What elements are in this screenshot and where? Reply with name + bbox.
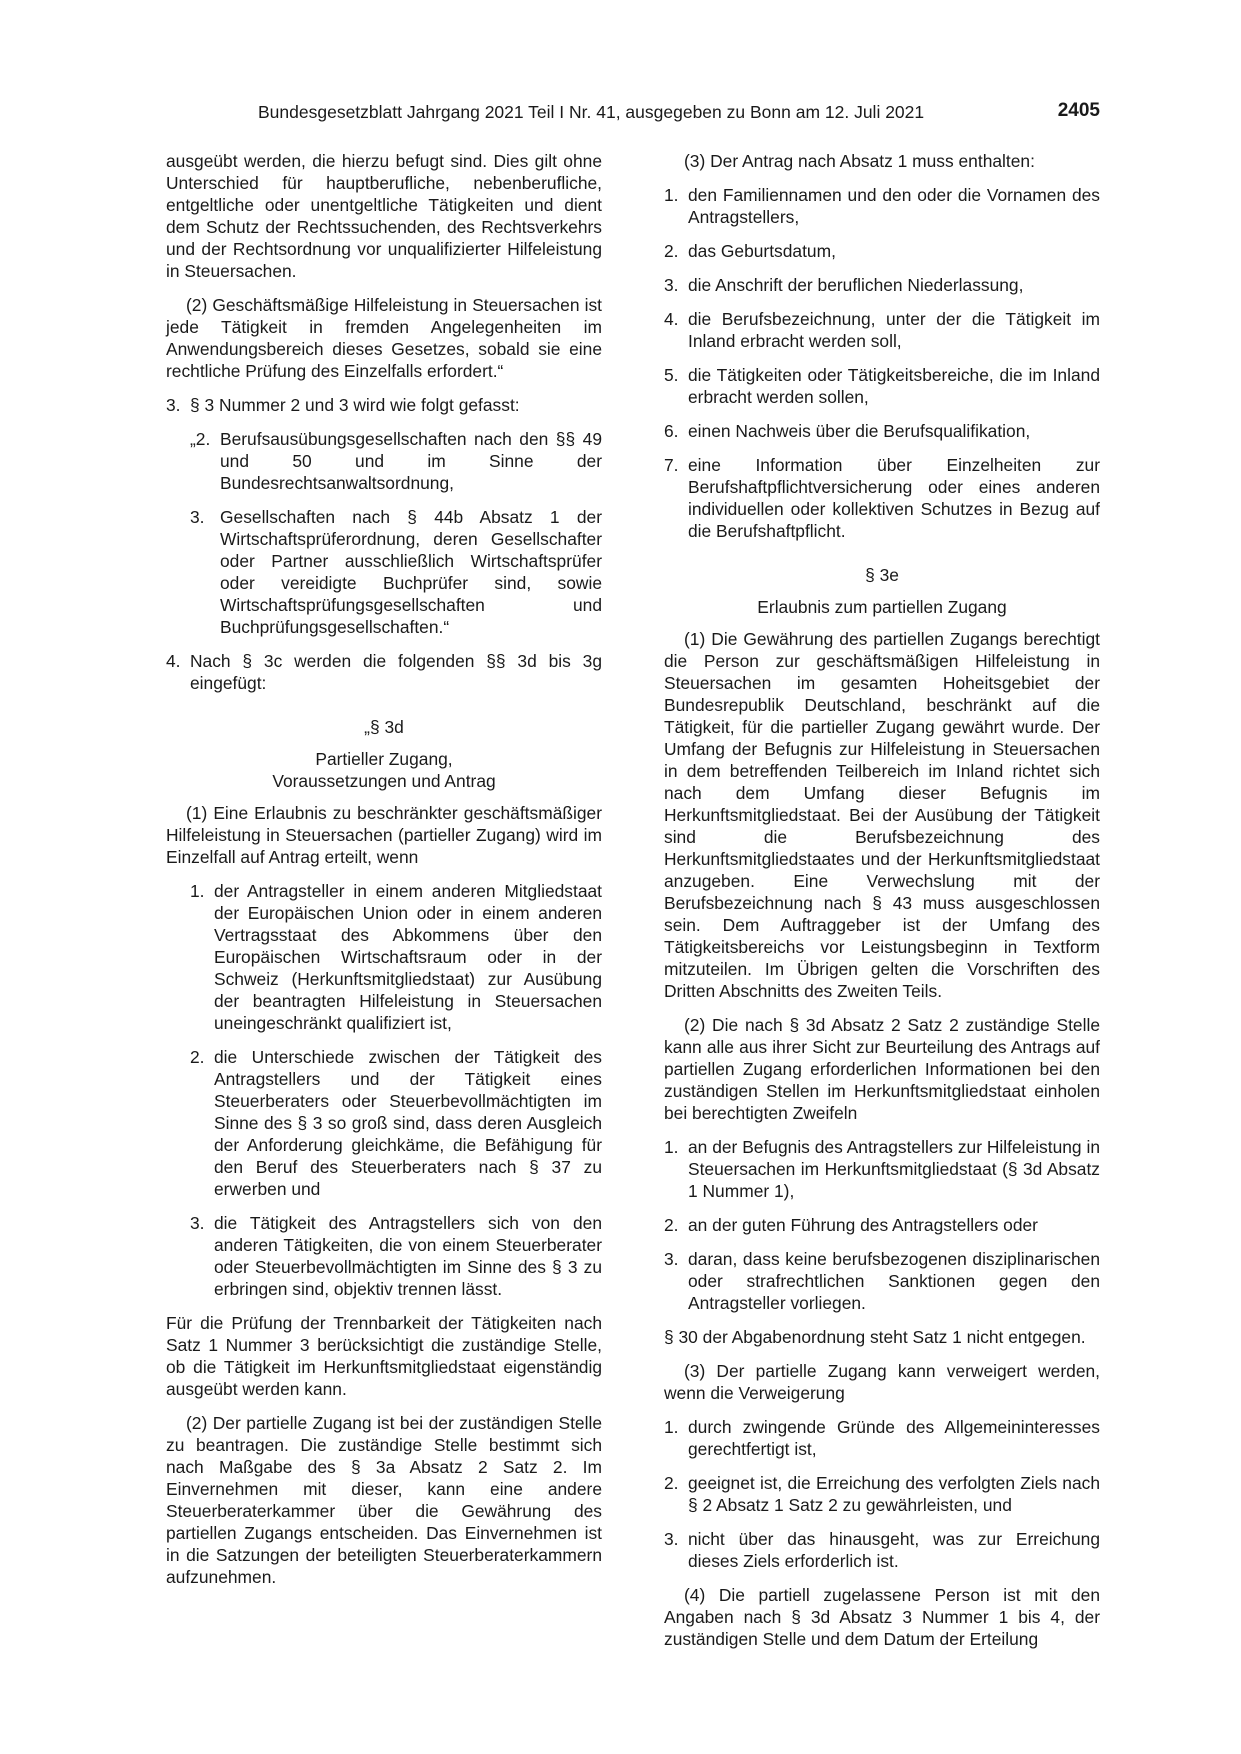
item-text: Nach § 3c werden die folgenden §§ 3d bis 3g eingefügt: (190, 651, 602, 693)
section-title-line: Partieller Zugang, (315, 749, 453, 769)
item-number: 3. (190, 507, 205, 527)
paragraph: (1) Die Gewährung des partiellen Zugangs berechtigt die Person zur geschäftsmäßigen Hilfeleistung in Steuersachen im gesamten Hoheitsgebiet der Bundesrepublik Deutschland, beschränkt auf die Tätigkeit, für die partieller Zugang gewährt wurde. Der Umfang der Befugnis zur Hilfeleistung in Steuersachen in dem betreffenden Teilbereich im Inland richtet sich nach dem Umfang dieser Befugnis im Herkunftsmitgliedstaat. Bei der Ausübung der Tätigkeit sind die Berufsbezeichnung des Herkunftsmitgliedstaates und der Herkunftsmitgliedstaat anzugeben. Eine Verwechslung mit der Berufsbezeichnung nach § 43 muss ausgeschlossen sein. Dem Auftraggeber ist der Umfang des Tätigkeitsbereichs vor Leistungsbeginn in Textform mitzuteilen. Im Übrigen gelten die Vorschriften des Dritten Abschnitts des Zweiten Teils. (664, 629, 1100, 1001)
item-number: 1. (664, 1137, 679, 1157)
item-text: eine Information über Einzelheiten zur Berufshaftpflichtversicherung oder eines anderen individuellen oder kollektiven Schutzes in Bezug auf die Berufshaftpflicht. (688, 455, 1100, 541)
item-number: 1. (190, 881, 205, 901)
item-number: 3. (166, 395, 181, 415)
list-item (166, 394, 602, 416)
item-number: 3. (664, 275, 679, 295)
list-item (664, 274, 1100, 296)
item-text: nicht über das hinausgeht, was zur Erreichung dieses Ziels erforderlich ist. (688, 1529, 1100, 1571)
item-text: einen Nachweis über die Berufsqualifikation, (688, 421, 1031, 441)
item-number: 2. (664, 1473, 679, 1493)
section-title-line: Voraussetzungen und Antrag (272, 771, 496, 791)
item-text: die Berufsbezeichnung, unter der die Tätigkeit im Inland erbracht werden soll, (688, 309, 1100, 351)
right-column (664, 150, 1100, 1662)
list-item (664, 1214, 1100, 1236)
item-text: den Familiennamen und den oder die Vornamen des Antragstellers, (688, 185, 1100, 227)
section-title (166, 748, 602, 792)
paragraph: (3) Der Antrag nach Absatz 1 muss enthalten: (684, 151, 1035, 171)
list-item (664, 1528, 1100, 1572)
item-number: 3. (664, 1529, 679, 1549)
item-text: die Tätigkeiten oder Tätigkeitsbereiche, die im Inland erbracht werden sollen, (688, 365, 1100, 407)
list-item (190, 428, 602, 494)
list-item (664, 240, 1100, 262)
item-text: daran, dass keine berufsbezogenen disziplinarischen oder strafrechtlichen Sanktionen gegen den Antragsteller vorliegen. (688, 1249, 1100, 1313)
item-text: Berufsausübungsgesellschaften nach den §§ 49 und 50 und im Sinne der Bundesrechtsanwaltsordnung, (220, 429, 602, 493)
item-number: 3. (190, 1213, 205, 1233)
list-item (664, 184, 1100, 228)
paragraph: (2) Der partielle Zugang ist bei der zuständigen Stelle zu beantragen. Die zuständige Stelle bestimmt sich nach Maßgabe des § 3a Absatz 2 Satz 2. Im Einvernehmen mit dieser, kann eine andere Steuerberaterkammer über die Gewährung des partiellen Zugangs entscheiden. Das Einvernehmen ist in die Satzungen der beteiligten Steuerberaterkammern aufzunehmen. (166, 1413, 602, 1587)
list-item (664, 1416, 1100, 1460)
list-item (664, 364, 1100, 408)
item-text: durch zwingende Gründe des Allgemeininteresses gerechtfertigt ist, (688, 1417, 1100, 1459)
paragraph: (4) Die partiell zugelassene Person ist mit den Angaben nach § 3d Absatz 3 Nummer 1 bis 4, der zuständigen Stelle und dem Datum der Erteilung (664, 1585, 1100, 1649)
page-number: 2405 (1057, 100, 1100, 121)
section-title: Erlaubnis zum partiellen Zugang (757, 597, 1007, 617)
paragraph: Für die Prüfung der Trennbarkeit der Tätigkeiten nach Satz 1 Nummer 3 berücksichtigt die zuständige Stelle, ob die Tätigkeit im Herkunftsmitgliedstaat eigenständig ausgeübt werden kann. (166, 1313, 602, 1399)
item-number: 1. (664, 1417, 679, 1437)
list-item (664, 1248, 1100, 1314)
left-column (166, 150, 602, 1600)
item-number: 3. (664, 1249, 679, 1269)
paragraph: (2) Die nach § 3d Absatz 2 Satz 2 zuständige Stelle kann alle aus ihrer Sicht zur Beurteilung des Antrags auf partiellen Zugang erforderlichen Informationen bei den zuständigen Stellen im Herkunftsmitgliedstaat einholen bei berechtigten Zweifeln (664, 1015, 1100, 1123)
item-text: Gesellschaften nach § 44b Absatz 1 der Wirtschaftsprüferordnung, deren Gesellschafter oder Partner ausschließlich Wirtschaftsprüfer oder vereidigte Buchprüfer sind, sowie Wirtschaftsprüfungsgesellschaften und Buchprüfungsgesellschaften.“ (220, 507, 602, 637)
list-item (190, 1212, 602, 1300)
item-text: an der guten Führung des Antragstellers oder (688, 1215, 1038, 1235)
section-heading: „§ 3d (364, 717, 404, 737)
item-text: § 3 Nummer 2 und 3 wird wie folgt gefasst: (190, 395, 520, 415)
item-number: 2. (664, 241, 679, 261)
section-heading: § 3e (865, 565, 899, 585)
list-item (664, 1136, 1100, 1202)
item-number: 5. (664, 365, 679, 385)
item-number: 7. (664, 455, 679, 475)
paragraph: § 30 der Abgabenordnung steht Satz 1 nicht entgegen. (664, 1327, 1086, 1347)
item-number: 6. (664, 421, 679, 441)
item-number: 4. (664, 309, 679, 329)
item-number: „2. (190, 429, 211, 449)
paragraph: (1) Eine Erlaubnis zu beschränkter geschäftsmäßiger Hilfeleistung in Steuersachen (partieller Zugang) wird im Einzelfall auf Antrag erteilt, wenn (166, 803, 602, 867)
running-title: Bundesgesetzblatt Jahrgang 2021 Teil I Nr. 41, ausgegeben zu Bonn am 12. Juli 2021 (258, 102, 925, 122)
list-item (664, 1472, 1100, 1516)
list-item (664, 420, 1100, 442)
item-number: 2. (664, 1215, 679, 1235)
item-text: geeignet ist, die Erreichung des verfolgten Ziels nach § 2 Absatz 1 Satz 2 zu gewährleisten, und (688, 1473, 1100, 1515)
paragraph: (2) Geschäftsmäßige Hilfeleistung in Steuersachen ist jede Tätigkeit in fremden Angelegenheiten im Anwendungsbereich dieses Gesetzes, sobald sie eine rechtliche Prüfung des Einzelfalls erfordert.“ (166, 295, 602, 381)
item-text: die Anschrift der beruflichen Niederlassung, (688, 275, 1024, 295)
item-text: das Geburtsdatum, (688, 241, 836, 261)
item-text: an der Befugnis des Antragstellers zur Hilfeleistung in Steuersachen im Herkunftsmitgliedstaat (§ 3d Absatz 1 Nummer 1), (688, 1137, 1100, 1201)
list-item (664, 454, 1100, 542)
list-item (166, 650, 602, 694)
list-item (190, 880, 602, 1034)
item-text: der Antragsteller in einem anderen Mitgliedstaat der Europäischen Union oder in einem anderen Vertragsstaat des Abkommens über den Europäischen Wirtschaftsraum oder in der Schweiz (Herkunftsmitgliedstaat) zur Ausübung der beantragten Hilfeleistung in Steuersachen uneingeschränkt qualifiziert ist, (214, 881, 602, 1033)
item-number: 1. (664, 185, 679, 205)
paragraph: (3) Der partielle Zugang kann verweigert werden, wenn die Verweigerung (664, 1361, 1100, 1403)
item-number: 4. (166, 651, 181, 671)
list-item (190, 1046, 602, 1200)
list-item (664, 308, 1100, 352)
item-text: die Tätigkeit des Antragstellers sich von den anderen Tätigkeiten, die von einem Steuerberater oder Steuerbevollmächtigten im Sinne des § 3 zu erbringen sind, objektiv trennen lässt. (214, 1213, 602, 1299)
list-item (190, 506, 602, 638)
item-text: die Unterschiede zwischen der Tätigkeit des Antragstellers und der Tätigkeit eines Steuerberaters oder Steuerbevollmächtigten im Sinne des § 3 so groß sind, dass deren Ausgleich der Anforderung gleichkäme, die Befähigung für den Beruf des Steuerberaters nach § 37 zu erwerben und (214, 1047, 602, 1199)
paragraph: ausgeübt werden, die hierzu befugt sind. Dies gilt ohne Unterschied für hauptberufliche, nebenberufliche, entgeltliche oder unentgeltliche Tätigkeiten und dient dem Schutz der Rechtssuchenden, des Rechtsverkehrs und der Rechtsordnung vor unqualifizierter Hilfeleistung in Steuersachen. (166, 151, 602, 281)
item-number: 2. (190, 1047, 205, 1067)
